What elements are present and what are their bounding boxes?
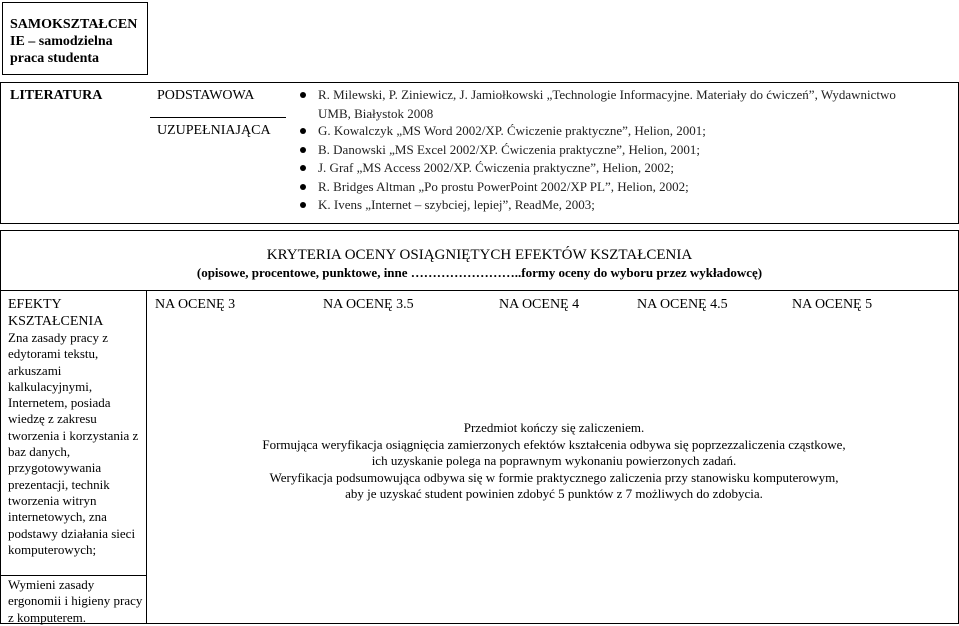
list-item: R. Milewski, P. Ziniewicz, J. Jamiołkowski „Technologie Informacyjne. Materiały do ćwiczeń”, Wydawnictwo UMB, Białystok 2008	[296, 86, 896, 123]
effects-text-1: Zna zasady pracy z edytorami tekstu, arkuszami kalkulacyjnymi, Internetem, posiada wiedzę z zakresu tworzenia i korzystania z baz danych, przygotowywania prezentacji, technik tworzenia witryn internetowych, zna podstawy działania sieci komputerowych;	[8, 330, 139, 557]
assessment-line: aby je uzyskać student powinien zdobyć 5 punktów z 7 możliwych do zdobycia.	[345, 486, 763, 501]
list-item: K. Ivens „Internet – szybciej, lepiej”, ReadMe, 2003;	[296, 196, 896, 215]
grades-grid	[0, 290, 959, 624]
basic-literature-label: PODSTAWOWA	[157, 88, 255, 103]
criteria-title: KRYTERIA OCENY OSIĄGNIĘTYCH EFEKTÓW KSZTAŁCENIA	[266, 247, 693, 263]
assessment-line: ich uzyskanie polega na poprawnym wykonaniu powierzonych zadań.	[371, 453, 737, 468]
list-item: J. Graf „MS Access 2002/XP. Ćwiczenia praktyczne”, Helion, 2002;	[296, 159, 896, 178]
effects-header: EFEKTY KSZTAŁCENIA	[8, 297, 104, 329]
list-item: R. Bridges Altman „Po prostu PowerPoint 2002/XP PL”, Helion, 2002;	[296, 178, 896, 197]
grade-3-header: NA OCENĘ 3	[155, 297, 236, 312]
criteria-subtitle: (opisowe, procentowe, punktowe, inne ……………………..formy oceny do wyboru przez wykładowcę)	[196, 265, 763, 280]
grade-3-5-header: NA OCENĘ 3.5	[323, 297, 414, 312]
literature-table	[0, 82, 959, 224]
grade-4-5-header: NA OCENĘ 4.5	[637, 297, 728, 312]
list-item: B. Danowski „MS Excel 2002/XP. Ćwiczenia praktyczne”, Helion, 2001;	[296, 141, 896, 160]
assessment-line: Przedmiot kończy się zaliczeniem.	[463, 420, 645, 435]
criteria-header	[0, 230, 959, 290]
list-item: G. Kowalczyk „MS Word 2002/XP. Ćwiczenie praktyczne”, Helion, 2001;	[296, 122, 896, 141]
assessment-description	[150, 420, 958, 503]
self-study-line-3: praca studenta	[10, 51, 100, 66]
basic-literature-list	[296, 86, 896, 123]
supplementary-literature-label: UZUPEŁNIAJĄCA	[157, 123, 271, 138]
self-study-line-1: SAMOKSZTAŁCEN	[10, 17, 138, 32]
self-study-line-2: IE – samodzielna	[10, 34, 113, 49]
assessment-line: Formująca weryfikacja osiągnięcia zamierzonych efektów kształcenia odbywa się poprzezzaliczenia cząstkowe,	[262, 436, 846, 452]
assessment-line: Weryfikacja podsumowująca odbywa się w formie praktycznego zaliczenia przy stanowisku komputerowym,	[269, 469, 839, 485]
effects-text-2: Wymieni zasady ergonomii i higieny pracy z komputerem.	[8, 577, 143, 625]
literature-label: LITERATURA	[10, 88, 103, 103]
grade-5-header: NA OCENĘ 5	[792, 297, 873, 312]
supplementary-literature-list	[296, 122, 896, 215]
grade-4-header: NA OCENĘ 4	[499, 297, 580, 312]
self-study-box	[2, 2, 148, 75]
